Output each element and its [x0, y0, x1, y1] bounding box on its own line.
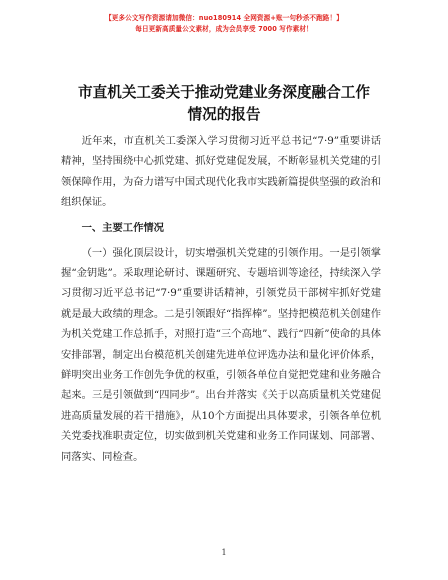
document-title-line2: 情况的报告 — [187, 106, 261, 123]
document-title — [40, 82, 408, 126]
section-paragraph: （一）强化顶层设计，切实增强机关党建的引领作用。一是引领掌握“金钥匙”。采取理论研讨、课题研究、专题培训等途径，持续深入学习贯彻习近平总书记“7·9”重要讲话精神，引领党员干部树牢抓好党建就是最大政绩的理念。二是引领跟好“指挥棒”。坚持把模范机关创建作为机关党建工作总抓手，对照打造“三个高地”、践行“四新”使命的具体安排部署，制定出台模范机关创建先进单位评选办法和量化评价体系，鲜明突出业务工作创先争优的权重，引领各单位自觉把党建和业务融合起来。三是引领做到“四同步”。出台并落实《关于以高质量机关党建促进高质量发展的若干措施》，从10个方面提出具体要求，引领各单位机关党委找准职责定位，切实做到机关党建和业务工作同谋划、同部署、同落实、同检查。 — [61, 246, 381, 463]
page-number: 1 — [221, 548, 227, 557]
document-title-line1: 市直机关工委关于推动党建业务深度融合工作 — [78, 84, 370, 101]
promo-banner-line2: 每日更新高质量公文素材，成为会员享受 7000 写作素材！ — [135, 25, 313, 33]
promo-banner-line1: 【更多公文写作资源请加微信：nuo180914 全网资源+账一句秒杀不跑路！】 — [105, 14, 343, 22]
document-body — [61, 131, 381, 467]
intro-paragraph: 近年来，市直机关工委深入学习贯彻习近平总书记“7·9”重要讲话精神，坚持围绕中心抓党建、抓好党建促发展，不断彰显机关党建的引领保障作用，为奋力谱写中国式现代化我市实践新篇提供坚强的政治和组织保证。 — [61, 135, 381, 209]
section-heading: 一、主要工作情况 — [81, 221, 164, 234]
promo-banner — [0, 13, 448, 35]
